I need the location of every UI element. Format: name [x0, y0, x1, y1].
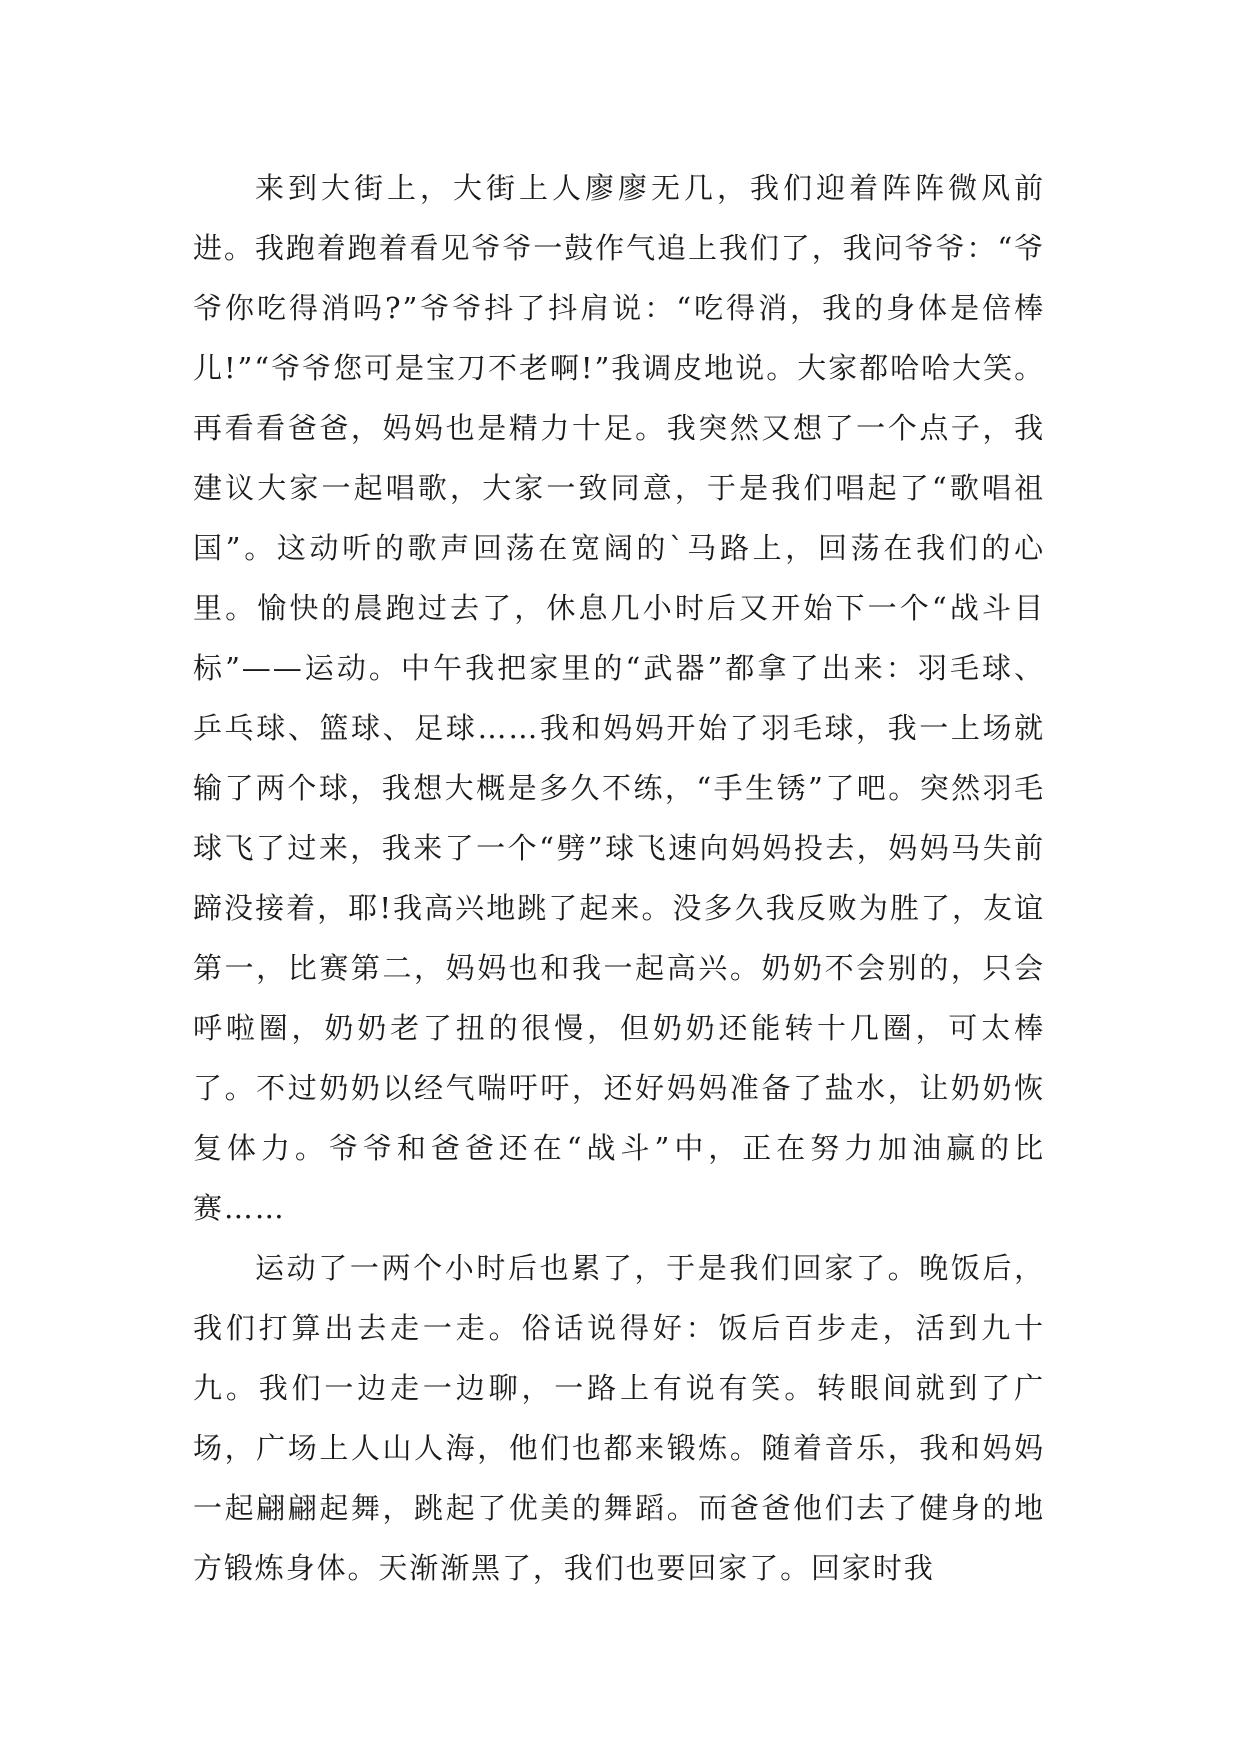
document-body	[193, 158, 1045, 1598]
paragraph-1: 来到大街上，大街上人廖廖无几，我们迎着阵阵微风前进。我跑着跑着看见爷爷一鼓作气追上我们了，我问爷爷：“爷爷你吃得消吗?”爷爷抖了抖肩说：“吃得消，我的身体是倍棒儿!”“爷爷您可是宝刀不老啊!”我调皮地说。大家都哈哈大笑。再看看爸爸，妈妈也是精力十足。我突然又想了一个点子，我建议大家一起唱歌，大家一致同意，于是我们唱起了“歌唱祖国”。这动听的歌声回荡在宽阔的`马路上，回荡在我们的心里。愉快的晨跑过去了，休息几小时后又开始下一个“战斗目标”——运动。中午我把家里的“武器”都拿了出来：羽毛球、乒乓球、篮球、足球……我和妈妈开始了羽毛球，我一上场就输了两个球，我想大概是多久不练，“手生锈”了吧。突然羽毛球飞了过来，我来了一个“劈”球飞速向妈妈投去，妈妈马失前蹄没接着，耶!我高兴地跳了起来。没多久我反败为胜了，友谊第一，比赛第二，妈妈也和我一起高兴。奶奶不会别的，只会呼啦圈，奶奶老了扭的很慢，但奶奶还能转十几圈，可太棒了。不过奶奶以经气喘吁吁，还好妈妈准备了盐水，让奶奶恢复体力。爷爷和爸爸还在“战斗”中，正在努力加油赢的比赛……	[193, 171, 1045, 1225]
paragraph-2: 运动了一两个小时后也累了，于是我们回家了。晚饭后，我们打算出去走一走。俗话说得好：饭后百步走，活到九十九。我们一边走一边聊，一路上有说有笑。转眼间就到了广场，广场上人山人海，他们也都来锻炼。随着音乐，我和妈妈一起翩翩起舞，跳起了优美的舞蹈。而爸爸他们去了健身的地方锻炼身体。天渐渐黑了，我们也要回家了。回家时我	[193, 1251, 1045, 1585]
